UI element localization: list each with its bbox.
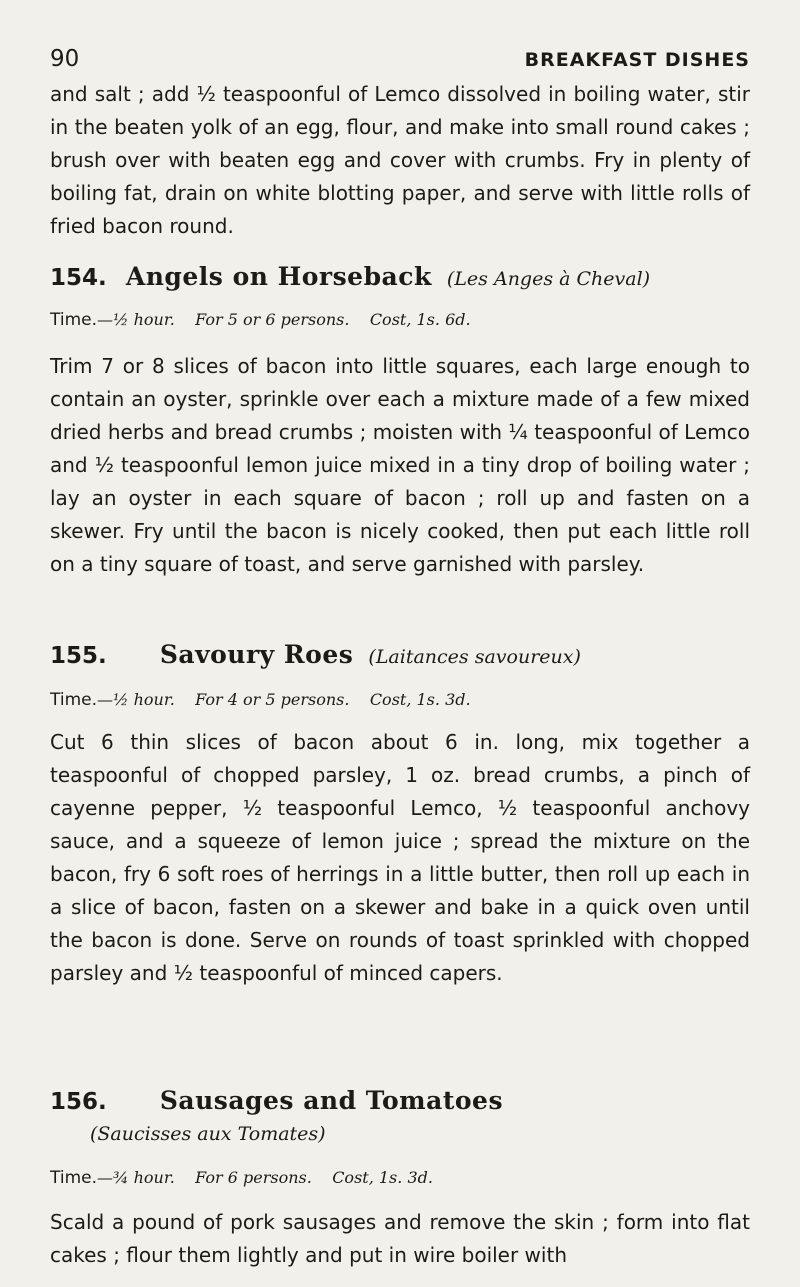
recipe-time-line [50, 1168, 750, 1188]
page-number: 90 [50, 46, 80, 72]
persons: For 5 or 6 persons. [195, 310, 350, 329]
book-page [50, 0, 750, 1287]
recipe-title: Angels on Horseback [125, 262, 432, 291]
recipe-time-line [50, 690, 750, 710]
time-value: —½ hour. [97, 690, 175, 709]
recipe-french-title: (Saucisses aux Tomates) [90, 1123, 326, 1145]
recipe-body: Scald a pound of pork sausages and remove the skin ; form into flat cakes ; flour them lightly and put in wire boiler with [50, 1210, 750, 1267]
recipe-body: Cut 6 thin slices of bacon about 6 in. long, mix together a teaspoonful of chopped parsley, 1 oz. bread crumbs, a pinch of cayenne pepper, ½ teaspoonful Lemco, ½ teaspoonful anchovy sauce, and a squeeze of lemon juice ; spread the mixture on the bacon, fry 6 soft roes of herrings in a little butter, then roll up each in a slice of bacon, fasten on a skewer and bake in a quick oven until the bacon is done. Serve on rounds of toast sprinkled with chopped parsley and ½ teaspoonful of minced capers. [50, 730, 750, 985]
continuation-paragraph: and salt ; add ½ teaspoonful of Lemco dissolved in boiling water, stir in the beaten yolk of an egg, flour, and make into small round cakes ; brush over with beaten egg and cover with crumbs. Fry in plenty of boiling fat, drain on white blotting paper, and serve with little rolls of fried bacon round. [50, 82, 750, 238]
time-label: Time. [50, 690, 98, 710]
recipe-title: Savoury Roes [159, 640, 354, 669]
recipe-title: Sausages and Tomatoes [159, 1086, 504, 1115]
cost: Cost, 1s. 6d. [369, 310, 471, 329]
time-label: Time. [50, 1168, 98, 1188]
time-value: —¾ hour. [97, 1168, 175, 1187]
cost: Cost, 1s. 3d. [332, 1168, 433, 1187]
time-label: Time. [50, 310, 98, 330]
persons: For 4 or 5 persons. [195, 690, 350, 709]
recipe-french-title: (Les Anges à Cheval) [446, 268, 651, 290]
recipe-time-line [50, 310, 750, 330]
running-head: BREAKFAST DISHES [524, 49, 750, 71]
cost: Cost, 1s. 3d. [369, 690, 471, 709]
recipe-number: 156. [50, 1089, 107, 1115]
recipe-number: 154. [50, 265, 107, 291]
recipe-heading [50, 1086, 750, 1122]
recipe-body: Trim 7 or 8 slices of bacon into little squares, each large enough to contain an oyster, sprinkle over each a mixture made of a few mixed dried herbs and bread crumbs ; moisten with ¼ teaspoonful of Lemco and ½ teaspoonful lemon juice mixed in a tiny drop of boiling water ; lay an oyster in each square of bacon ; roll up and fasten on a skewer. Fry until the bacon is nicely cooked, then put each little roll on a tiny square of toast, and serve garnished with parsley. [50, 354, 750, 576]
recipe-french-title: (Laitances savoureux) [368, 646, 581, 668]
recipe-number: 155. [50, 643, 107, 669]
persons: For 6 persons. [195, 1168, 312, 1187]
recipe-heading [50, 640, 750, 676]
recipe-heading [50, 262, 750, 298]
time-value: —½ hour. [97, 310, 175, 329]
